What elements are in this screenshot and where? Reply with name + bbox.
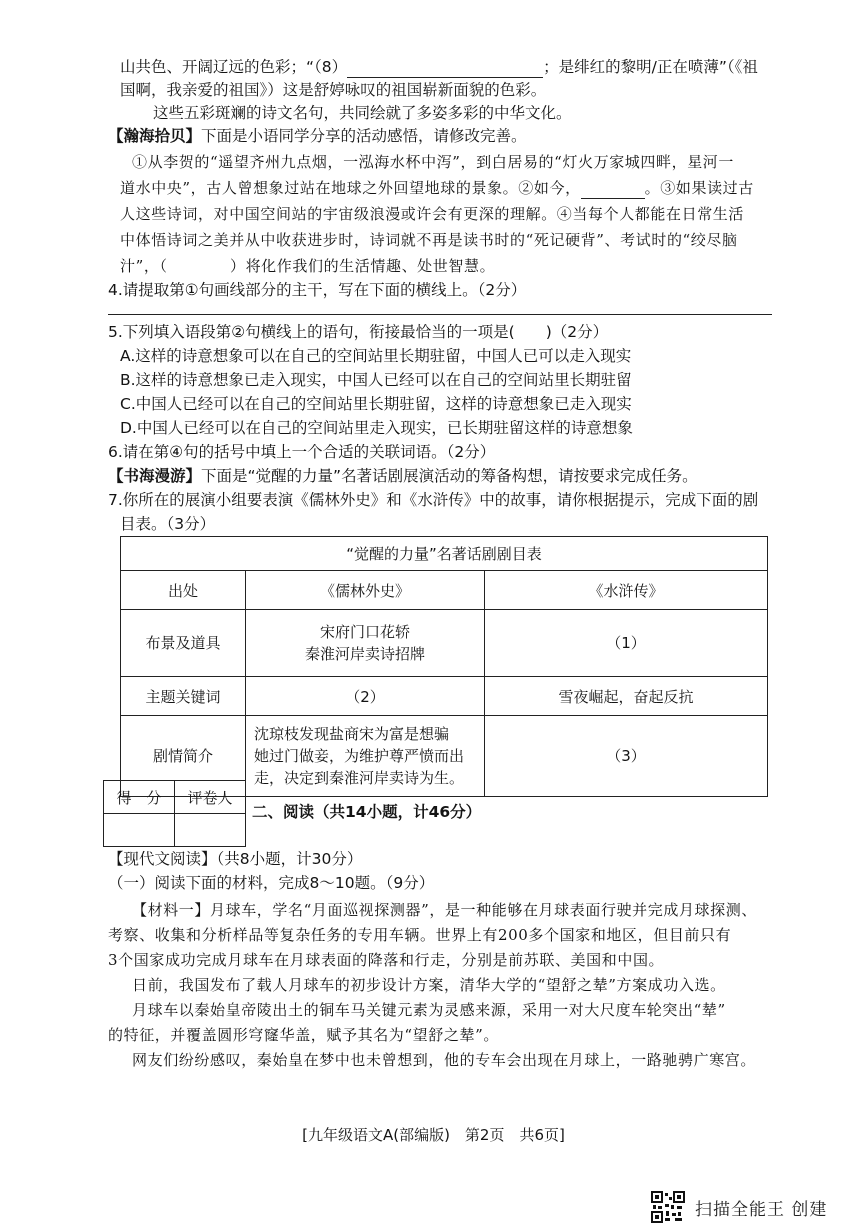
passage-line: ①从李贺的“遥望齐州九点烟，一泓海水杯中泻”，到白居易的“灯火万家城四畔，星河一	[132, 153, 735, 171]
watermark-text: 扫描全能王 创建	[695, 1199, 828, 1220]
scanner-watermark	[651, 1191, 827, 1223]
table-title: “觉醒的力量”名著话剧剧目表	[121, 537, 768, 571]
option-a: A.这样的诗意想象可以在自己的空间站里长期驻留，中国人已可以走入现实	[120, 347, 632, 365]
passage-line: 的特征，并覆盖圆形穹窿华盖，赋予其名为“望舒之辇”。	[108, 1026, 499, 1044]
question-7: 7.你所在的展演小组要表演《儒林外史》和《水浒传》中的故事，请你根据提示，完成下面的剧	[108, 491, 759, 509]
option-c: C.中国人已经可以在自己的空间站里长期驻留，这样的诗意想象已走入现实	[120, 395, 632, 413]
row-label: 主题关键词	[121, 677, 246, 716]
answer-blank[interactable]	[347, 59, 543, 78]
row-label: 剧情简介	[121, 716, 246, 797]
passage-line: 网友们纷纷感叹，秦始皇在梦中也未曾想到，他的专车会出现在月球上，一路驰骋广寒宫。	[132, 1051, 757, 1069]
text-line: 山共色、开阔辽远的色彩；“（8） ；是绯红的黎明/正在喷薄”（《祖	[120, 58, 758, 76]
row-label: 布景及道具	[121, 610, 246, 677]
table-cell: 沈琼枝发现盐商宋为富是想骗 她过门做妾，为维护尊严愤而出 走，决定到秦淮河岸卖诗为生。	[246, 716, 485, 797]
passage-line: 道水中央”，古人曾想象过站在地球之外回望地球的景象。②如今， 。③如果读过古	[120, 179, 754, 197]
score-cell[interactable]	[104, 814, 175, 847]
question-4: 4.请提取第①句画线部分的主干，写在下面的横线上。（2分）	[108, 281, 527, 299]
passage-line: 考察、收集和分析样品等复杂任务的专用车辆。世界上有200多个国家和地区，但目前只有	[108, 926, 732, 944]
section-title: 二、阅读（共14小题，计46分）	[252, 803, 482, 821]
page-footer: [九年级语文A(部编版) 第2页 共6页]	[302, 1126, 565, 1144]
text-line: 国啊，我亲爱的祖国》）这是舒婷咏叹的祖国崭新面貌的色彩。	[120, 81, 547, 99]
table-header: 《水浒传》	[485, 571, 768, 610]
passage-line: 3个国家成功完成月球车在月球表面的降落和行走，分别是前苏联、美国和中国。	[108, 951, 665, 969]
section-heading: 【瀚海拾贝】下面是小语同学分享的活动感悟，请修改完善。	[108, 127, 527, 145]
passage-line: 月球车以秦始皇帝陵出土的铜车马关键元素为灵感来源，采用一对大尺度车轮突出“辇”	[132, 1001, 726, 1019]
qr-code-icon	[651, 1191, 685, 1223]
passage-line: 中体悟诗词之美并从中收获进步时，诗词就不再是读书时的“死记硬背”、考试时的“绞尽脑	[120, 231, 738, 249]
text-line: 这些五彩斑斓的诗文名句，共同绘就了多姿多彩的中华文化。	[153, 104, 572, 122]
question-5: 5.下列填入语段第②句横线上的语句，衔接最恰当的一项是( )（2分）	[108, 323, 609, 341]
passage-line: 人这些诗词，对中国空间站的宇宙级浪漫或许会有更深的理解。④当每个人都能在日常生活	[120, 205, 745, 223]
option-b: B.这样的诗意想象已走入现实，中国人已经可以在自己的空间站里长期驻留	[120, 371, 632, 389]
table-cell: 雪夜崛起，奋起反抗	[485, 677, 768, 716]
answer-blank[interactable]	[581, 180, 645, 199]
answer-line[interactable]	[108, 314, 772, 315]
option-d: D.中国人已经可以在自己的空间站里走入现实，已长期驻留这样的诗意想象	[120, 419, 633, 437]
grader-label: 评卷人	[175, 781, 246, 814]
answer-cell[interactable]: （1）	[485, 610, 768, 677]
passage-line: 【材料一】月球车，学名“月面巡视探测器”，是一种能够在月球表面行驶并完成月球探测、	[132, 901, 757, 919]
score-label: 得 分	[104, 781, 175, 814]
table-header: 《儒林外史》	[246, 571, 485, 610]
question-6: 6.请在第④句的括号中填上一个合适的关联词语。（2分）	[108, 443, 496, 461]
section-heading: 【书海漫游】下面是“觉醒的力量”名著话剧展演活动的筹备构想，请按要求完成任务。	[108, 467, 698, 485]
question-7-cont: 目表。（3分）	[120, 515, 216, 533]
answer-cell[interactable]: （3）	[485, 716, 768, 797]
grader-cell[interactable]	[175, 814, 246, 847]
play-table	[120, 536, 768, 797]
answer-cell[interactable]: （2）	[246, 677, 485, 716]
score-box	[103, 780, 246, 847]
table-cell: 宋府门口花轿 秦淮河岸卖诗招牌	[246, 610, 485, 677]
passage-line: 日前，我国发布了载人月球车的初步设计方案，清华大学的“望舒之辇”方案成功入选。	[132, 976, 726, 994]
part-title: （一）阅读下面的材料，完成8～10题。（9分）	[108, 874, 435, 892]
subsection-title: 【现代文阅读】（共8小题，计30分）	[108, 850, 363, 868]
passage-line: 汁”，（ ）将化作我们的生活情趣、处世智慧。	[120, 257, 496, 275]
table-header: 出处	[121, 571, 246, 610]
